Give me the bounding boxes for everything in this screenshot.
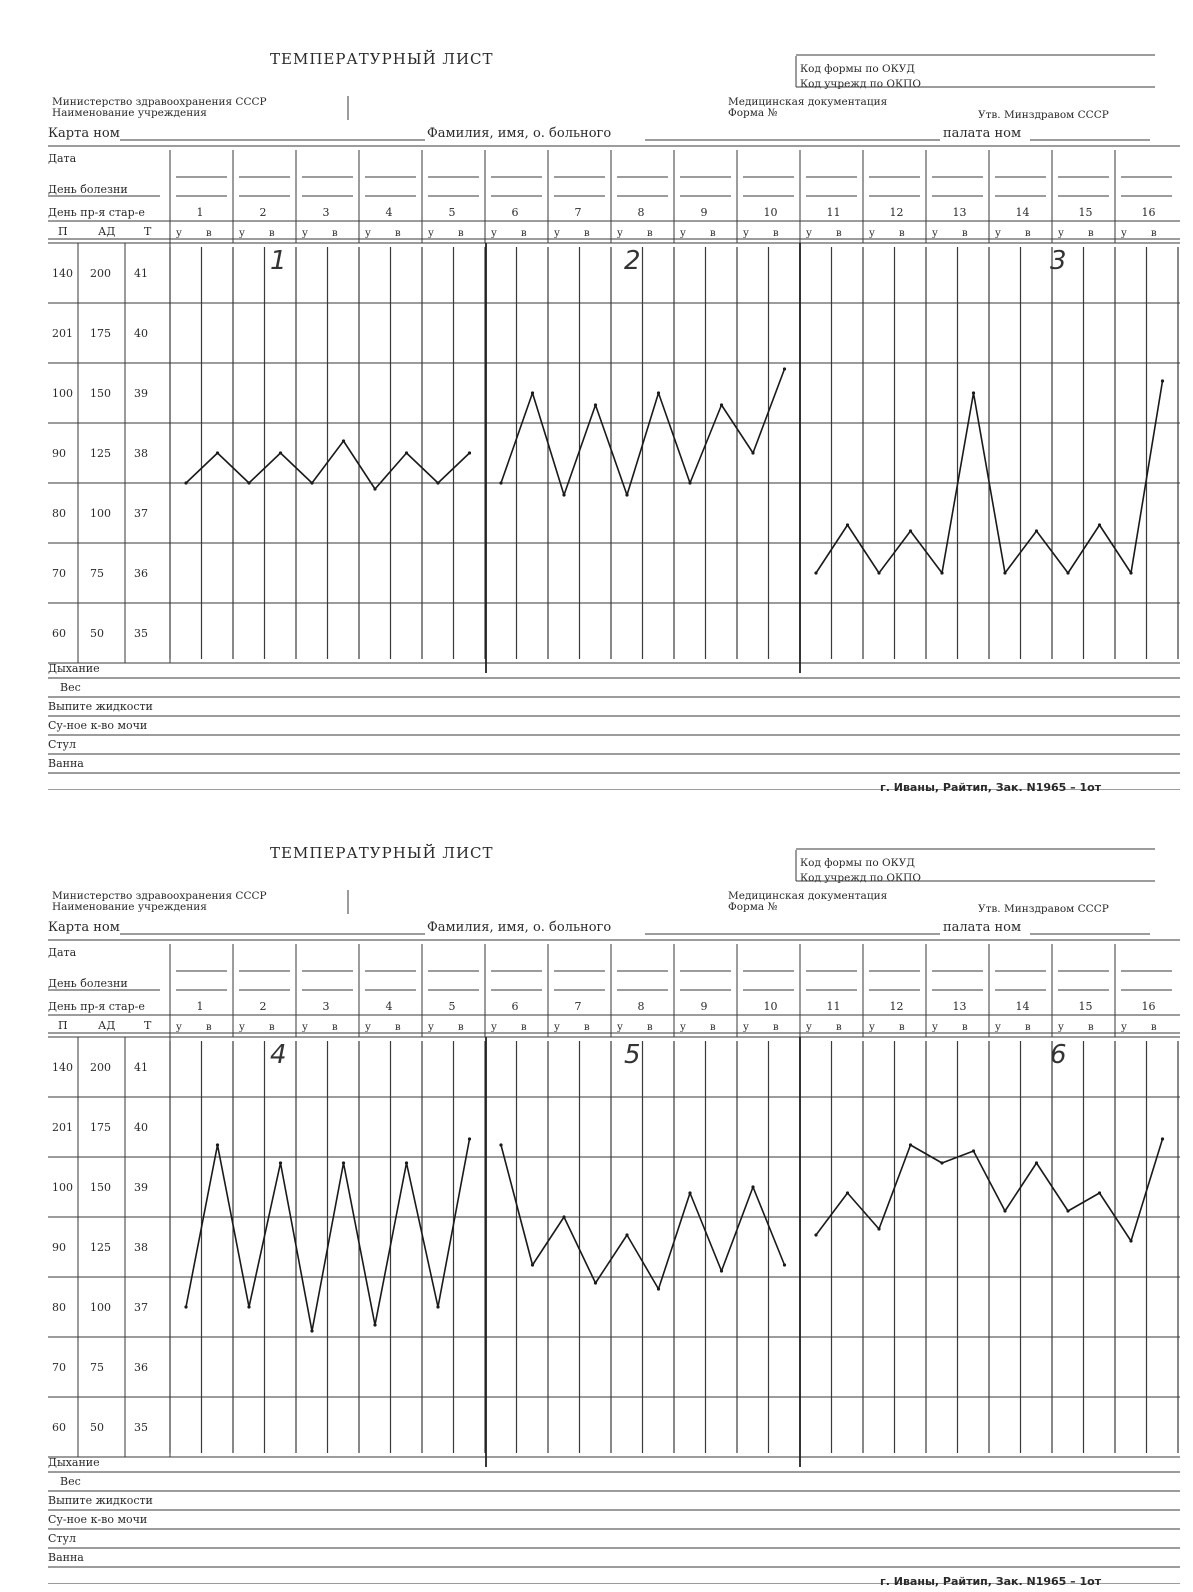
evening-label: в (1088, 228, 1094, 239)
day-number: 3 (322, 1000, 330, 1013)
temp-value: 40 (134, 1121, 148, 1134)
morning-label: у (491, 228, 497, 239)
evening-label: в (962, 1022, 968, 1033)
approved-label: Утв. Минздравом СССР (978, 903, 1109, 915)
date-label: Дата (48, 946, 77, 959)
evening-label: в (836, 228, 842, 239)
temperature-point (625, 1233, 628, 1236)
day-number: 16 (1141, 1000, 1156, 1013)
day-number: 4 (385, 206, 393, 219)
temperature-point (1129, 571, 1132, 574)
scale-header: АД (98, 1019, 116, 1032)
okud-label: Код формы по ОКУД (800, 857, 915, 869)
temperature-point (436, 1305, 439, 1308)
okpo-label: Код учрежд по ОКПО (800, 872, 921, 884)
evening-label: в (269, 228, 275, 239)
bp-value: 125 (90, 447, 111, 460)
scale-header: АД (98, 225, 116, 238)
temperature-point (405, 451, 408, 454)
temperature-point (594, 403, 597, 406)
temperature-point (940, 1161, 943, 1164)
temp-value: 38 (134, 1241, 148, 1254)
okpo-label: Код учрежд по ОКПО (800, 78, 921, 90)
evening-label: в (332, 228, 338, 239)
temperature-point (688, 481, 691, 484)
pulse-value: 140 (52, 267, 73, 280)
temp-value: 39 (134, 1181, 148, 1194)
temperature-point (751, 1185, 754, 1188)
temperature-point (405, 1161, 408, 1164)
day-number: 14 (1015, 1000, 1030, 1013)
scale-header: Т (144, 225, 152, 238)
bottom-row-label: Ванна (48, 757, 84, 770)
temperature-point (310, 481, 313, 484)
stay-day-label: День пр-я стар-е (48, 1000, 145, 1013)
day-number: 16 (1141, 206, 1156, 219)
stay-day-label: День пр-я стар-е (48, 206, 145, 219)
morning-label: у (1121, 228, 1127, 239)
morning-label: у (1058, 1022, 1064, 1033)
day-number: 2 (259, 206, 267, 219)
temperature-point (783, 367, 786, 370)
day-number: 13 (952, 1000, 967, 1013)
evening-label: в (521, 1022, 527, 1033)
temperature-sheet-2 (0, 794, 1193, 1588)
bottom-row-label: Дыхание (48, 662, 100, 675)
temperature-point (531, 391, 534, 394)
temperature-point (373, 487, 376, 490)
temperature-point (1035, 1161, 1038, 1164)
morning-label: у (680, 1022, 686, 1033)
morning-label: у (239, 1022, 245, 1033)
morning-label: у (428, 228, 434, 239)
pulse-value: 140 (52, 1061, 73, 1074)
pulse-value: 100 (52, 387, 73, 400)
sheet-title: ТЕМПЕРАТУРНЫЙ ЛИСТ (270, 50, 494, 68)
bottom-row-label: Су-ное к-во мочи (48, 1513, 148, 1526)
handwritten-number: 2 (624, 246, 641, 276)
bp-value: 75 (90, 567, 104, 580)
evening-label: в (584, 1022, 590, 1033)
day-number: 10 (763, 1000, 778, 1013)
morning-label: у (743, 228, 749, 239)
footer-print: г. Иваны, Райтип, Зак. N1965 – 1от (880, 781, 1102, 794)
morning-label: у (806, 228, 812, 239)
morning-label: у (302, 1022, 308, 1033)
day-number: 8 (637, 1000, 645, 1013)
temp-value: 40 (134, 327, 148, 340)
temperature-point (1161, 379, 1164, 382)
evening-label: в (710, 1022, 716, 1033)
temperature-point (877, 1227, 880, 1230)
day-number: 11 (826, 206, 841, 219)
evening-label: в (206, 228, 212, 239)
morning-label: у (554, 1022, 560, 1033)
morning-label: у (239, 228, 245, 239)
bottom-row-label: Вес (60, 681, 81, 694)
evening-label: в (647, 228, 653, 239)
temperature-point (940, 571, 943, 574)
bottom-row-label: Выпите жидкости (48, 700, 153, 713)
temp-value: 41 (134, 267, 148, 280)
bp-value: 100 (90, 1301, 111, 1314)
temperature-point (909, 529, 912, 532)
temp-value: 35 (134, 627, 148, 640)
form-no-label: Форма № (728, 901, 778, 913)
bp-value: 175 (90, 327, 111, 340)
temperature-point (562, 1215, 565, 1218)
evening-label: в (710, 228, 716, 239)
bottom-row-label: Вес (60, 1475, 81, 1488)
temperature-point (1066, 571, 1069, 574)
evening-label: в (395, 228, 401, 239)
illness-day-label: День болезни (48, 977, 128, 990)
temperature-sheet-1 (0, 0, 1193, 794)
okud-label: Код формы по ОКУД (800, 63, 915, 75)
evening-label: в (962, 228, 968, 239)
day-number: 5 (448, 206, 456, 219)
ward-no-label: палата ном (943, 126, 1022, 141)
temperature-point (1161, 1137, 1164, 1140)
morning-label: у (995, 1022, 1001, 1033)
pulse-value: 60 (52, 627, 66, 640)
scale-header: П (58, 225, 68, 238)
pulse-value: 201 (52, 1121, 73, 1134)
temperature-point (216, 451, 219, 454)
temperature-point (499, 481, 502, 484)
day-number: 11 (826, 1000, 841, 1013)
temperature-point (1129, 1239, 1132, 1242)
bp-value: 125 (90, 1241, 111, 1254)
evening-label: в (269, 1022, 275, 1033)
morning-label: у (806, 1022, 812, 1033)
day-number: 10 (763, 206, 778, 219)
evening-label: в (206, 1022, 212, 1033)
temperature-point (247, 1305, 250, 1308)
bottom-row-label: Выпите жидкости (48, 1494, 153, 1507)
ward-no-label: палата ном (943, 920, 1022, 935)
bp-value: 150 (90, 1181, 111, 1194)
temperature-point (531, 1263, 534, 1266)
bottom-row-label: Ванна (48, 1551, 84, 1564)
scale-header: П (58, 1019, 68, 1032)
temperature-point (814, 571, 817, 574)
pulse-value: 90 (52, 1241, 66, 1254)
temperature-point (972, 1149, 975, 1152)
bp-value: 150 (90, 387, 111, 400)
institution-label: Наименование учреждения (52, 901, 207, 913)
morning-label: у (995, 228, 1001, 239)
temp-value: 35 (134, 1421, 148, 1434)
evening-label: в (773, 228, 779, 239)
day-number: 1 (196, 1000, 204, 1013)
temperature-point (184, 1305, 187, 1308)
bottom-row-label: Стул (48, 738, 76, 751)
day-number: 9 (700, 206, 708, 219)
temperature-point (909, 1143, 912, 1146)
sheet-title: ТЕМПЕРАТУРНЫЙ ЛИСТ (270, 844, 494, 862)
handwritten-number: 5 (624, 1040, 641, 1070)
evening-label: в (458, 1022, 464, 1033)
handwritten-number: 4 (270, 1040, 287, 1070)
morning-label: у (617, 1022, 623, 1033)
day-number: 14 (1015, 206, 1030, 219)
day-number: 1 (196, 206, 204, 219)
med-doc-label: Медицинская документация (728, 96, 888, 108)
day-number: 8 (637, 206, 645, 219)
date-label: Дата (48, 152, 77, 165)
morning-label: у (176, 1022, 182, 1033)
temperature-point (846, 1191, 849, 1194)
morning-label: у (1058, 228, 1064, 239)
bp-value: 75 (90, 1361, 104, 1374)
morning-label: у (869, 228, 875, 239)
temperature-point (1035, 529, 1038, 532)
evening-label: в (899, 228, 905, 239)
temp-value: 36 (134, 567, 148, 580)
institution-label: Наименование учреждения (52, 107, 207, 119)
temperature-point (1003, 571, 1006, 574)
pulse-value: 80 (52, 507, 66, 520)
temp-value: 39 (134, 387, 148, 400)
bp-value: 100 (90, 507, 111, 520)
morning-label: у (617, 228, 623, 239)
temperature-point (279, 451, 282, 454)
evening-label: в (332, 1022, 338, 1033)
bottom-row-label: Стул (48, 1532, 76, 1545)
evening-label: в (458, 228, 464, 239)
card-no-label: Карта ном (48, 920, 120, 935)
evening-label: в (395, 1022, 401, 1033)
scale-header: Т (144, 1019, 152, 1032)
evening-label: в (773, 1022, 779, 1033)
pulse-value: 80 (52, 1301, 66, 1314)
temperature-point (216, 1143, 219, 1146)
morning-label: у (302, 228, 308, 239)
bottom-row-label: Дыхание (48, 1456, 100, 1469)
temperature-point (657, 391, 660, 394)
form-no-label: Форма № (728, 107, 778, 119)
pulse-value: 201 (52, 327, 73, 340)
morning-label: у (365, 1022, 371, 1033)
pulse-value: 70 (52, 567, 66, 580)
day-number: 7 (574, 206, 582, 219)
temperature-point (720, 1269, 723, 1272)
bp-value: 175 (90, 1121, 111, 1134)
temperature-point (720, 403, 723, 406)
temperature-point (1066, 1209, 1069, 1212)
morning-label: у (932, 228, 938, 239)
temperature-point (594, 1281, 597, 1284)
morning-label: у (743, 1022, 749, 1033)
bp-value: 200 (90, 267, 111, 280)
day-number: 2 (259, 1000, 267, 1013)
temperature-point (468, 1137, 471, 1140)
morning-label: у (365, 228, 371, 239)
approved-label: Утв. Минздравом СССР (978, 109, 1109, 121)
evening-label: в (647, 1022, 653, 1033)
day-number: 15 (1078, 1000, 1093, 1013)
temp-value: 37 (134, 1301, 148, 1314)
day-number: 12 (889, 206, 904, 219)
temperature-point (342, 1161, 345, 1164)
day-number: 15 (1078, 206, 1093, 219)
temperature-point (1098, 523, 1101, 526)
temperature-point (1098, 1191, 1101, 1194)
temperature-point (279, 1161, 282, 1164)
morning-label: у (1121, 1022, 1127, 1033)
day-number: 9 (700, 1000, 708, 1013)
temperature-point (310, 1329, 313, 1332)
evening-label: в (1025, 1022, 1031, 1033)
day-number: 6 (511, 206, 519, 219)
pulse-value: 70 (52, 1361, 66, 1374)
temperature-point (247, 481, 250, 484)
temperature-point (846, 523, 849, 526)
morning-label: у (680, 228, 686, 239)
evening-label: в (899, 1022, 905, 1033)
evening-label: в (1151, 228, 1157, 239)
morning-label: у (428, 1022, 434, 1033)
morning-label: у (554, 228, 560, 239)
pulse-value: 60 (52, 1421, 66, 1434)
temperature-point (625, 493, 628, 496)
temperature-point (814, 1233, 817, 1236)
temperature-point (373, 1323, 376, 1326)
handwritten-number: 1 (270, 246, 287, 276)
bottom-row-label: Су-ное к-во мочи (48, 719, 148, 732)
temperature-point (436, 481, 439, 484)
temp-value: 36 (134, 1361, 148, 1374)
ministry-label: Министерство здравоохранения СССР (52, 890, 267, 902)
ministry-label: Министерство здравоохранения СССР (52, 96, 267, 108)
evening-label: в (1088, 1022, 1094, 1033)
bp-value: 50 (90, 627, 104, 640)
patient-name-label: Фамилия, имя, о. больного (427, 126, 612, 141)
footer-print: г. Иваны, Райтип, Зак. N1965 – 1от (880, 1575, 1102, 1588)
day-number: 13 (952, 206, 967, 219)
temperature-point (972, 391, 975, 394)
temperature-point (657, 1287, 660, 1290)
evening-label: в (584, 228, 590, 239)
bp-value: 50 (90, 1421, 104, 1434)
day-number: 3 (322, 206, 330, 219)
temperature-point (184, 481, 187, 484)
day-number: 6 (511, 1000, 519, 1013)
handwritten-number: 6 (1050, 1040, 1067, 1070)
temperature-point (688, 1191, 691, 1194)
evening-label: в (836, 1022, 842, 1033)
day-number: 7 (574, 1000, 582, 1013)
temperature-point (342, 439, 345, 442)
temperature-point (468, 451, 471, 454)
pulse-value: 90 (52, 447, 66, 460)
patient-name-label: Фамилия, имя, о. больного (427, 920, 612, 935)
bp-value: 200 (90, 1061, 111, 1074)
morning-label: у (869, 1022, 875, 1033)
med-doc-label: Медицинская документация (728, 890, 888, 902)
temperature-point (499, 1143, 502, 1146)
temperature-point (562, 493, 565, 496)
morning-label: у (176, 228, 182, 239)
temperature-point (751, 451, 754, 454)
illness-day-label: День болезни (48, 183, 128, 196)
day-number: 12 (889, 1000, 904, 1013)
handwritten-number: 3 (1050, 246, 1067, 276)
temperature-point (877, 571, 880, 574)
day-number: 5 (448, 1000, 456, 1013)
evening-label: в (1151, 1022, 1157, 1033)
card-no-label: Карта ном (48, 126, 120, 141)
evening-label: в (521, 228, 527, 239)
pulse-value: 100 (52, 1181, 73, 1194)
morning-label: у (932, 1022, 938, 1033)
temperature-point (783, 1263, 786, 1266)
day-number: 4 (385, 1000, 393, 1013)
temp-value: 41 (134, 1061, 148, 1074)
temperature-point (1003, 1209, 1006, 1212)
temp-value: 38 (134, 447, 148, 460)
morning-label: у (491, 1022, 497, 1033)
temp-value: 37 (134, 507, 148, 520)
evening-label: в (1025, 228, 1031, 239)
